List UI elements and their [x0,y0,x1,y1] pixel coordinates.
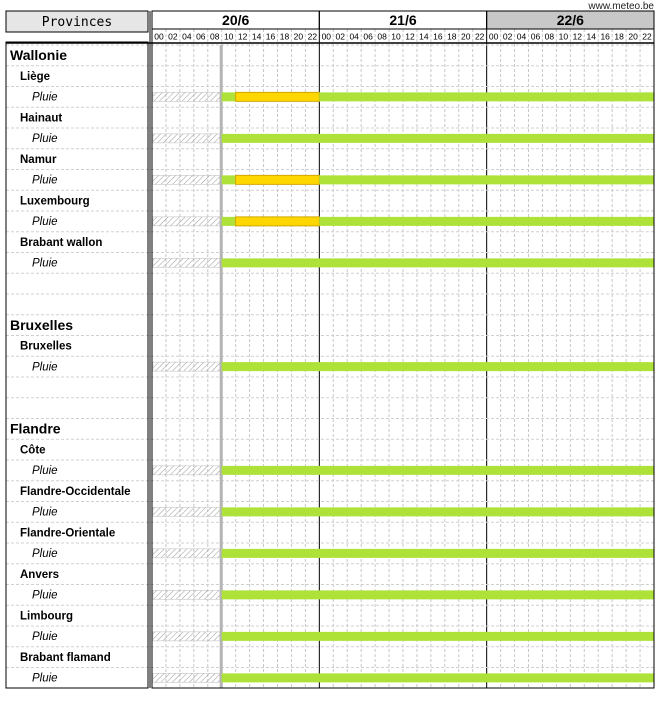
hour-tick-label: 16 [600,31,610,42]
day-label: 21/6 [389,12,417,28]
hour-tick-label: 22 [307,31,318,42]
past-period-bar [153,362,220,371]
hour-tick-label: 02 [335,31,345,42]
series-label: Pluie [32,672,58,685]
province-label: Brabant wallon [20,236,103,249]
rain-bar [319,175,654,184]
province-label: Anvers [20,568,59,581]
hour-tick-label: 16 [433,31,443,42]
province-label: Flandre-Orientale [20,527,116,540]
rain-bar [319,217,654,226]
hour-tick-label: 02 [168,31,178,42]
hour-tick-label: 10 [558,31,569,42]
hour-tick-label: 18 [447,31,457,42]
series-label: Pluie [32,257,58,270]
hour-tick-label: 08 [544,31,555,42]
rain-bar [222,590,654,599]
hour-tick-label: 22 [642,31,652,42]
hour-tick-label: 18 [279,31,290,42]
hour-tick-label: 00 [154,31,164,42]
rain-bar [222,258,654,267]
province-label: Brabant flamand [20,651,111,664]
hour-tick-label: 16 [265,31,276,42]
past-period-bar [153,258,220,267]
series-label: Pluie [32,216,58,228]
hour-tick-label: 12 [237,31,248,42]
rain-alert-bar [236,92,320,101]
hour-tick-label: 20 [628,31,638,42]
past-period-bar [153,217,220,226]
hour-tick-label: 12 [405,31,415,42]
series-label: Pluie [32,506,58,519]
province-label: Limbourg [20,610,74,623]
hour-tick-label: 14 [251,31,262,42]
series-label: Pluie [32,133,58,145]
series-label: Pluie [32,361,58,374]
rain-bar [222,673,654,682]
past-period-bar [153,549,220,558]
province-label: Hainaut [20,112,63,125]
hour-tick-label: 02 [502,31,513,42]
source-label: www.meteo.be [588,1,654,12]
hour-tick-label: 14 [419,31,429,42]
hour-tick-label: 04 [182,31,192,42]
region-label: Bruxelles [10,316,74,333]
series-label: Pluie [32,548,58,560]
rain-bar [222,466,654,475]
hour-tick-label: 00 [321,31,332,42]
rain-alert-bar [236,175,320,184]
hour-tick-label: 00 [488,31,499,42]
rain-alert-bar [236,217,320,226]
rain-bar [222,92,236,101]
province-label: Liège [20,70,51,83]
hour-tick-label: 18 [614,31,624,42]
rain-bar [222,134,654,143]
hour-tick-label: 04 [349,31,359,42]
rain-bar [222,507,654,516]
region-label: Flandre [10,420,61,437]
hour-tick-label: 06 [196,31,206,42]
rain-bar [319,92,654,101]
labels-frame [6,42,148,688]
province-label: Luxembourg [20,195,90,208]
past-period-bar [153,134,220,143]
series-label: Pluie [32,465,58,477]
rain-bar [222,175,236,184]
past-period-bar [153,632,220,641]
past-period-bar [153,466,220,475]
hour-tick-label: 12 [572,31,583,42]
hour-tick-label: 08 [377,31,387,42]
province-label: Bruxelles [20,340,72,353]
series-label: Pluie [32,91,58,104]
past-period-bar [153,175,220,184]
provinces-header: Provinces [41,15,113,30]
province-label: Flandre-Occidentale [20,485,131,498]
hour-tick-label: 20 [293,31,304,42]
hour-tick-label: 10 [223,31,234,42]
hour-tick-label: 08 [210,31,220,42]
past-period-bar [153,507,220,516]
hour-tick-label: 04 [516,31,527,42]
region-label: Wallonie [10,47,68,63]
series-label: Pluie [32,174,58,187]
day-label: 20/6 [222,12,250,28]
past-period-bar [153,673,220,682]
past-period-bar [153,92,220,101]
province-label: Côte [20,444,46,457]
rain-bar [222,632,654,641]
past-period-bar [153,590,220,599]
hour-tick-label: 10 [391,31,401,42]
province-label: Namur [20,153,57,166]
hour-tick-label: 22 [474,31,485,42]
hour-tick-label: 20 [461,31,471,42]
hour-tick-label: 06 [363,31,373,42]
hour-tick-label: 06 [530,31,541,42]
rain-bar [222,362,654,371]
rain-bar [222,549,654,558]
rain-bar [222,217,236,226]
series-label: Pluie [32,631,58,643]
day-label: 22/6 [556,12,584,28]
hour-tick-label: 14 [586,31,596,42]
series-label: Pluie [32,589,58,602]
